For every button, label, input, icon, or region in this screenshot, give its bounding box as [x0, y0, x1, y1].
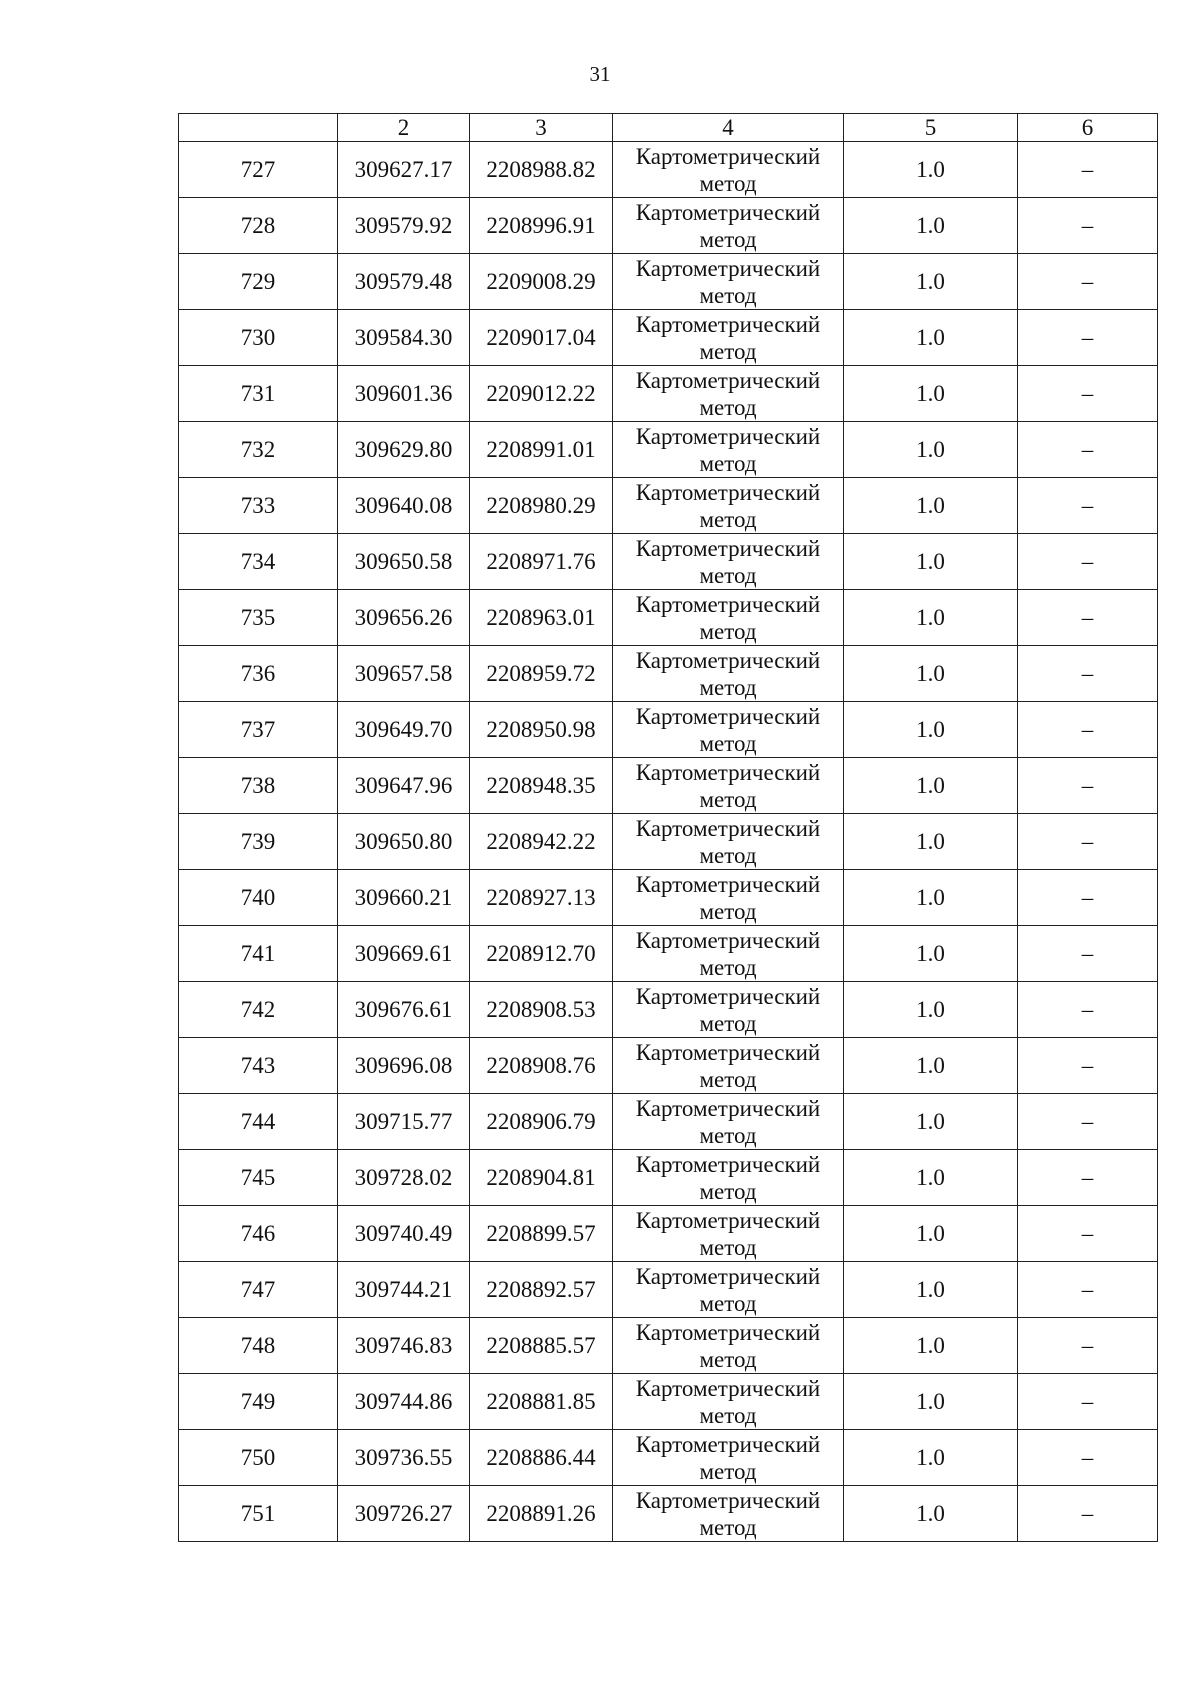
- x-coordinate-cell: 309669.61: [338, 926, 470, 982]
- table-row: [179, 814, 1158, 870]
- accuracy-cell: 1.0: [844, 1206, 1018, 1262]
- point-number-cell: 751: [179, 1486, 338, 1542]
- method-cell: [613, 870, 844, 926]
- y-coordinate-cell: 2208948.35: [470, 758, 613, 814]
- note-cell: –: [1018, 982, 1158, 1038]
- y-coordinate-cell: 2208892.57: [470, 1262, 613, 1318]
- y-coordinate-cell: 2208991.01: [470, 422, 613, 478]
- y-coordinate-cell: 2208988.82: [470, 142, 613, 198]
- method-text: метод: [699, 1010, 757, 1036]
- method-cell: [613, 1318, 844, 1374]
- x-coordinate-cell: 309744.86: [338, 1374, 470, 1430]
- note-cell: –: [1018, 198, 1158, 254]
- x-coordinate-cell: 309676.61: [338, 982, 470, 1038]
- table-header-row: [179, 114, 1158, 142]
- method-text: метод: [699, 730, 757, 756]
- table-row: [179, 1038, 1158, 1094]
- point-number-cell: 730: [179, 310, 338, 366]
- y-coordinate-cell: 2208980.29: [470, 478, 613, 534]
- method-text: метод: [699, 898, 757, 924]
- method-text: Картометрический: [635, 1319, 821, 1345]
- y-coordinate-cell: 2208912.70: [470, 926, 613, 982]
- accuracy-cell: 1.0: [844, 198, 1018, 254]
- accuracy-cell: 1.0: [844, 1486, 1018, 1542]
- method-text: метод: [699, 1458, 757, 1484]
- x-coordinate-cell: 309746.83: [338, 1318, 470, 1374]
- table-row: [179, 310, 1158, 366]
- x-coordinate-cell: 309736.55: [338, 1430, 470, 1486]
- table-row: [179, 1094, 1158, 1150]
- method-text: Картометрический: [635, 311, 821, 337]
- accuracy-cell: 1.0: [844, 814, 1018, 870]
- method-text: метод: [699, 786, 757, 812]
- table-row: [179, 422, 1158, 478]
- column-header: 5: [844, 114, 1018, 142]
- table-row: [179, 982, 1158, 1038]
- accuracy-cell: 1.0: [844, 1318, 1018, 1374]
- table-row: [179, 198, 1158, 254]
- method-cell: [613, 1094, 844, 1150]
- point-number-cell: 727: [179, 142, 338, 198]
- method-text: Картометрический: [635, 1263, 821, 1289]
- method-cell: [613, 422, 844, 478]
- note-cell: –: [1018, 870, 1158, 926]
- x-coordinate-cell: 309715.77: [338, 1094, 470, 1150]
- point-number-cell: 733: [179, 478, 338, 534]
- method-text: Картометрический: [635, 479, 821, 505]
- x-coordinate-cell: 309640.08: [338, 478, 470, 534]
- note-cell: –: [1018, 1430, 1158, 1486]
- method-text: Картометрический: [635, 367, 821, 393]
- method-text: метод: [699, 394, 757, 420]
- coordinates-table: [178, 113, 1158, 1542]
- method-cell: [613, 702, 844, 758]
- method-cell: [613, 926, 844, 982]
- accuracy-cell: 1.0: [844, 142, 1018, 198]
- method-text: Картометрический: [635, 1375, 821, 1401]
- x-coordinate-cell: 309579.48: [338, 254, 470, 310]
- method-text: Картометрический: [635, 703, 821, 729]
- y-coordinate-cell: 2208881.85: [470, 1374, 613, 1430]
- point-number-cell: 748: [179, 1318, 338, 1374]
- y-coordinate-cell: 2208927.13: [470, 870, 613, 926]
- method-text: Картометрический: [635, 647, 821, 673]
- table-row: [179, 1318, 1158, 1374]
- point-number-cell: 739: [179, 814, 338, 870]
- point-number-cell: 728: [179, 198, 338, 254]
- y-coordinate-cell: 2208891.26: [470, 1486, 613, 1542]
- table-row: [179, 758, 1158, 814]
- note-cell: –: [1018, 478, 1158, 534]
- table-row: [179, 142, 1158, 198]
- point-number-cell: 731: [179, 366, 338, 422]
- note-cell: –: [1018, 814, 1158, 870]
- point-number-cell: 746: [179, 1206, 338, 1262]
- method-text: Картометрический: [635, 1039, 821, 1065]
- method-text: метод: [699, 562, 757, 588]
- method-text: Картометрический: [635, 1151, 821, 1177]
- point-number-cell: 729: [179, 254, 338, 310]
- method-text: Картометрический: [635, 815, 821, 841]
- y-coordinate-cell: 2208942.22: [470, 814, 613, 870]
- method-cell: [613, 982, 844, 1038]
- method-text: метод: [699, 1066, 757, 1092]
- method-cell: [613, 1150, 844, 1206]
- accuracy-cell: 1.0: [844, 646, 1018, 702]
- y-coordinate-cell: 2208959.72: [470, 646, 613, 702]
- x-coordinate-cell: 309650.80: [338, 814, 470, 870]
- point-number-cell: 743: [179, 1038, 338, 1094]
- table-row: [179, 1262, 1158, 1318]
- point-number-cell: 750: [179, 1430, 338, 1486]
- table-row: [179, 478, 1158, 534]
- x-coordinate-cell: 309728.02: [338, 1150, 470, 1206]
- method-text: Картометрический: [635, 1431, 821, 1457]
- x-coordinate-cell: 309726.27: [338, 1486, 470, 1542]
- x-coordinate-cell: 309660.21: [338, 870, 470, 926]
- table-row: [179, 702, 1158, 758]
- method-cell: [613, 310, 844, 366]
- note-cell: –: [1018, 1486, 1158, 1542]
- note-cell: –: [1018, 534, 1158, 590]
- method-text: метод: [699, 1290, 757, 1316]
- method-text: метод: [699, 674, 757, 700]
- accuracy-cell: 1.0: [844, 758, 1018, 814]
- y-coordinate-cell: 2208886.44: [470, 1430, 613, 1486]
- point-number-cell: 749: [179, 1374, 338, 1430]
- accuracy-cell: 1.0: [844, 926, 1018, 982]
- point-number-cell: 747: [179, 1262, 338, 1318]
- x-coordinate-cell: 309696.08: [338, 1038, 470, 1094]
- note-cell: –: [1018, 1150, 1158, 1206]
- method-cell: [613, 1038, 844, 1094]
- point-number-cell: 742: [179, 982, 338, 1038]
- method-text: метод: [699, 1346, 757, 1372]
- x-coordinate-cell: 309650.58: [338, 534, 470, 590]
- y-coordinate-cell: 2208971.76: [470, 534, 613, 590]
- table-row: [179, 1206, 1158, 1262]
- point-number-cell: 738: [179, 758, 338, 814]
- accuracy-cell: 1.0: [844, 1150, 1018, 1206]
- method-text: метод: [699, 1122, 757, 1148]
- x-coordinate-cell: 309601.36: [338, 366, 470, 422]
- table-row: [179, 590, 1158, 646]
- column-header: 2: [338, 114, 470, 142]
- y-coordinate-cell: 2208908.53: [470, 982, 613, 1038]
- note-cell: –: [1018, 590, 1158, 646]
- y-coordinate-cell: 2209012.22: [470, 366, 613, 422]
- accuracy-cell: 1.0: [844, 422, 1018, 478]
- method-cell: [613, 534, 844, 590]
- y-coordinate-cell: 2208950.98: [470, 702, 613, 758]
- x-coordinate-cell: 309744.21: [338, 1262, 470, 1318]
- y-coordinate-cell: 2208899.57: [470, 1206, 613, 1262]
- y-coordinate-cell: 2208885.57: [470, 1318, 613, 1374]
- table-row: [179, 534, 1158, 590]
- table-row: [179, 1374, 1158, 1430]
- note-cell: –: [1018, 1262, 1158, 1318]
- method-text: метод: [699, 282, 757, 308]
- table-row: [179, 366, 1158, 422]
- method-text: метод: [699, 1402, 757, 1428]
- method-text: Картометрический: [635, 143, 821, 169]
- method-cell: [613, 366, 844, 422]
- note-cell: –: [1018, 1206, 1158, 1262]
- note-cell: –: [1018, 1094, 1158, 1150]
- page-number: 31: [589, 62, 611, 86]
- point-number-cell: 745: [179, 1150, 338, 1206]
- note-cell: –: [1018, 254, 1158, 310]
- method-text: Картометрический: [635, 759, 821, 785]
- accuracy-cell: 1.0: [844, 1262, 1018, 1318]
- column-header: [179, 114, 338, 142]
- method-cell: [613, 758, 844, 814]
- point-number-cell: 741: [179, 926, 338, 982]
- method-text: метод: [699, 618, 757, 644]
- method-cell: [613, 478, 844, 534]
- y-coordinate-cell: 2209008.29: [470, 254, 613, 310]
- y-coordinate-cell: 2208963.01: [470, 590, 613, 646]
- column-header: 3: [470, 114, 613, 142]
- point-number-cell: 740: [179, 870, 338, 926]
- table-row: [179, 646, 1158, 702]
- x-coordinate-cell: 309740.49: [338, 1206, 470, 1262]
- x-coordinate-cell: 309584.30: [338, 310, 470, 366]
- x-coordinate-cell: 309656.26: [338, 590, 470, 646]
- method-cell: [613, 590, 844, 646]
- method-text: метод: [699, 338, 757, 364]
- method-text: Картометрический: [635, 983, 821, 1009]
- method-cell: [613, 142, 844, 198]
- method-text: метод: [699, 1178, 757, 1204]
- method-text: метод: [699, 170, 757, 196]
- accuracy-cell: 1.0: [844, 1430, 1018, 1486]
- method-cell: [613, 1206, 844, 1262]
- y-coordinate-cell: 2209017.04: [470, 310, 613, 366]
- note-cell: –: [1018, 758, 1158, 814]
- y-coordinate-cell: 2208906.79: [470, 1094, 613, 1150]
- note-cell: –: [1018, 142, 1158, 198]
- method-text: метод: [699, 954, 757, 980]
- accuracy-cell: 1.0: [844, 1038, 1018, 1094]
- accuracy-cell: 1.0: [844, 534, 1018, 590]
- method-text: метод: [699, 842, 757, 868]
- accuracy-cell: 1.0: [844, 702, 1018, 758]
- method-text: Картометрический: [635, 423, 821, 449]
- method-text: Картометрический: [635, 255, 821, 281]
- method-text: Картометрический: [635, 199, 821, 225]
- accuracy-cell: 1.0: [844, 478, 1018, 534]
- method-text: метод: [699, 506, 757, 532]
- method-text: Картометрический: [635, 871, 821, 897]
- method-text: Картометрический: [635, 1207, 821, 1233]
- table-row: [179, 1486, 1158, 1542]
- table-row: [179, 926, 1158, 982]
- method-text: метод: [699, 1514, 757, 1540]
- method-cell: [613, 814, 844, 870]
- x-coordinate-cell: 309579.92: [338, 198, 470, 254]
- point-number-cell: 734: [179, 534, 338, 590]
- method-text: метод: [699, 226, 757, 252]
- accuracy-cell: 1.0: [844, 254, 1018, 310]
- method-text: Картометрический: [635, 1095, 821, 1121]
- method-text: Картометрический: [635, 535, 821, 561]
- accuracy-cell: 1.0: [844, 1374, 1018, 1430]
- method-text: метод: [699, 450, 757, 476]
- table-row: [179, 1430, 1158, 1486]
- y-coordinate-cell: 2208996.91: [470, 198, 613, 254]
- method-text: Картометрический: [635, 927, 821, 953]
- method-text: Картометрический: [635, 1487, 821, 1513]
- method-text: Картометрический: [635, 591, 821, 617]
- table-row: [179, 870, 1158, 926]
- method-cell: [613, 1486, 844, 1542]
- table-row: [179, 254, 1158, 310]
- table-row: [179, 1150, 1158, 1206]
- method-cell: [613, 646, 844, 702]
- note-cell: –: [1018, 702, 1158, 758]
- accuracy-cell: 1.0: [844, 590, 1018, 646]
- y-coordinate-cell: 2208908.76: [470, 1038, 613, 1094]
- x-coordinate-cell: 309649.70: [338, 702, 470, 758]
- note-cell: –: [1018, 310, 1158, 366]
- x-coordinate-cell: 309657.58: [338, 646, 470, 702]
- x-coordinate-cell: 309627.17: [338, 142, 470, 198]
- note-cell: –: [1018, 1374, 1158, 1430]
- accuracy-cell: 1.0: [844, 366, 1018, 422]
- column-header: 4: [613, 114, 844, 142]
- point-number-cell: 735: [179, 590, 338, 646]
- method-cell: [613, 1262, 844, 1318]
- x-coordinate-cell: 309629.80: [338, 422, 470, 478]
- accuracy-cell: 1.0: [844, 982, 1018, 1038]
- y-coordinate-cell: 2208904.81: [470, 1150, 613, 1206]
- note-cell: –: [1018, 646, 1158, 702]
- accuracy-cell: 1.0: [844, 310, 1018, 366]
- point-number-cell: 732: [179, 422, 338, 478]
- method-cell: [613, 198, 844, 254]
- column-header: 6: [1018, 114, 1158, 142]
- note-cell: –: [1018, 1318, 1158, 1374]
- point-number-cell: 737: [179, 702, 338, 758]
- note-cell: –: [1018, 1038, 1158, 1094]
- x-coordinate-cell: 309647.96: [338, 758, 470, 814]
- point-number-cell: 744: [179, 1094, 338, 1150]
- accuracy-cell: 1.0: [844, 1094, 1018, 1150]
- method-cell: [613, 1374, 844, 1430]
- note-cell: –: [1018, 926, 1158, 982]
- method-cell: [613, 1430, 844, 1486]
- method-text: метод: [699, 1234, 757, 1260]
- point-number-cell: 736: [179, 646, 338, 702]
- method-cell: [613, 254, 844, 310]
- accuracy-cell: 1.0: [844, 870, 1018, 926]
- note-cell: –: [1018, 366, 1158, 422]
- note-cell: –: [1018, 422, 1158, 478]
